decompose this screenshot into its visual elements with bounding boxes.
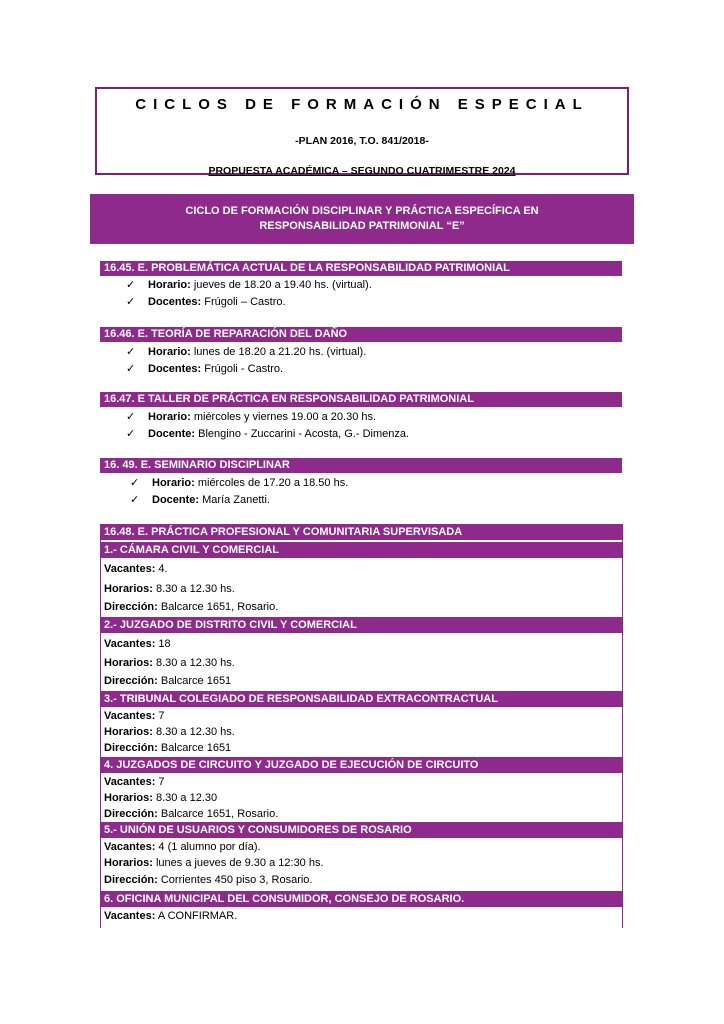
horarios-row: Horarios: 8.30 a 12.30 hs. (104, 583, 235, 595)
vacantes-row: Vacantes: 7 (104, 710, 165, 722)
course-title: 16.46. E. TEORÍA DE REPARACIÓN DEL DAÑO (100, 327, 622, 342)
direccion-row: Dirección: Balcarce 1651 (104, 742, 232, 754)
horario-item: ✓ Horario: jueves de 18.20 a 19.40 hs. (virtual). (126, 279, 372, 291)
course-title: 16. 49. E. SEMINARIO DISCIPLINAR (100, 458, 622, 473)
horario-item: ✓ Horario: lunes de 18.20 a 21.20 hs. (virtual). (126, 346, 367, 358)
direccion-row: Dirección: Corrientes 450 piso 3, Rosario. (104, 874, 313, 886)
direccion-row: Dirección: Balcarce 1651, Rosario. (104, 601, 279, 613)
horarios-row: Horarios: 8.30 a 12.30 hs. (104, 657, 235, 669)
section-title: 1.- CÁMARA CIVIL Y COMERCIAL (100, 542, 623, 558)
horarios-row: Horarios: 8.30 a 12.30 hs. (104, 726, 235, 738)
course-title: 16.47. E TALLER DE PRÁCTICA EN RESPONSABILIDAD PATRIMONIAL (100, 392, 622, 407)
section-title: 3.- TRIBUNAL COLEGIADO DE RESPONSABILIDAD EXTRACONTRACTUAL (100, 691, 623, 707)
direccion-row: Dirección: Balcarce 1651, Rosario. (104, 808, 279, 820)
check-icon: ✓ (126, 428, 136, 440)
title-box (95, 87, 629, 175)
section-title: 2.- JUZGADO DE DISTRITO CIVIL Y COMERCIAL (100, 617, 623, 633)
vacantes-row: Vacantes: 4 (1 alumno por día). (104, 841, 261, 853)
horario-item: ✓ Horario: miércoles y viernes 19.00 a 20.30 hs. (126, 411, 377, 423)
vacantes-row: Vacantes: 7 (104, 776, 165, 788)
check-icon: ✓ (130, 494, 140, 506)
propuesta-line: PROPUESTA ACADÉMICA – SEGUNDO CUATRIMESTRE 2024 (208, 165, 516, 177)
vacantes-row: Vacantes: 18 (104, 638, 171, 650)
horarios-row: Horarios: 8.30 a 12.30 (104, 792, 218, 804)
section-title: 4. JUZGADOS DE CIRCUITO Y JUZGADO DE EJECUCIÓN DE CIRCUITO (100, 757, 623, 773)
docente-item: ✓ Docente: Blengino - Zuccarini - Acosta, G.- Dimenza. (126, 428, 410, 440)
check-icon: ✓ (126, 279, 136, 291)
check-icon: ✓ (126, 363, 136, 375)
plan-line: -PLAN 2016, T.O. 841/2018- (295, 135, 429, 147)
docente-item: ✓ Docentes: Frúgoli - Castro. (126, 363, 284, 375)
check-icon: ✓ (126, 411, 136, 423)
section-title: 6. OFICINA MUNICIPAL DEL CONSUMIDOR, CONSEJO DE ROSARIO. (100, 891, 623, 907)
docente-item: ✓ Docente: María Zanetti. (130, 494, 270, 506)
section-title: 5.- UNIÓN DE USUARIOS Y CONSUMIDORES DE ROSARIO (100, 822, 623, 838)
check-icon: ✓ (126, 296, 136, 308)
vacantes-row: Vacantes: A CONFIRMAR. (104, 910, 238, 922)
document-title: CICLOS DE FORMACIÓN ESPECIAL (135, 96, 589, 113)
check-icon: ✓ (126, 346, 136, 358)
vacantes-row: Vacantes: 4. (104, 563, 168, 575)
practica-title: 16.48. E. PRÁCTICA PROFESIONAL Y COMUNITARIA SUPERVISADA (100, 524, 623, 540)
course-title: 16.45. E. PROBLEMÁTICA ACTUAL DE LA RESPONSABILIDAD PATRIMONIAL (100, 261, 622, 276)
docente-item: ✓ Docentes: Frúgoli – Castro. (126, 296, 286, 308)
direccion-row: Dirección: Balcarce 1651 (104, 675, 232, 687)
horarios-row: Horarios: lunes a jueves de 9.30 a 12:30 hs. (104, 857, 324, 869)
horario-item: ✓ Horario: miércoles de 17.20 a 18.50 hs. (130, 477, 349, 489)
check-icon: ✓ (130, 477, 140, 489)
banner-line-2: RESPONSABILIDAD PATRIMONIAL “E” (259, 220, 465, 232)
cycle-banner (90, 194, 634, 244)
banner-line-1: CICLO DE FORMACIÓN DISCIPLINAR Y PRÁCTICA ESPECÍFICA EN (185, 205, 539, 217)
